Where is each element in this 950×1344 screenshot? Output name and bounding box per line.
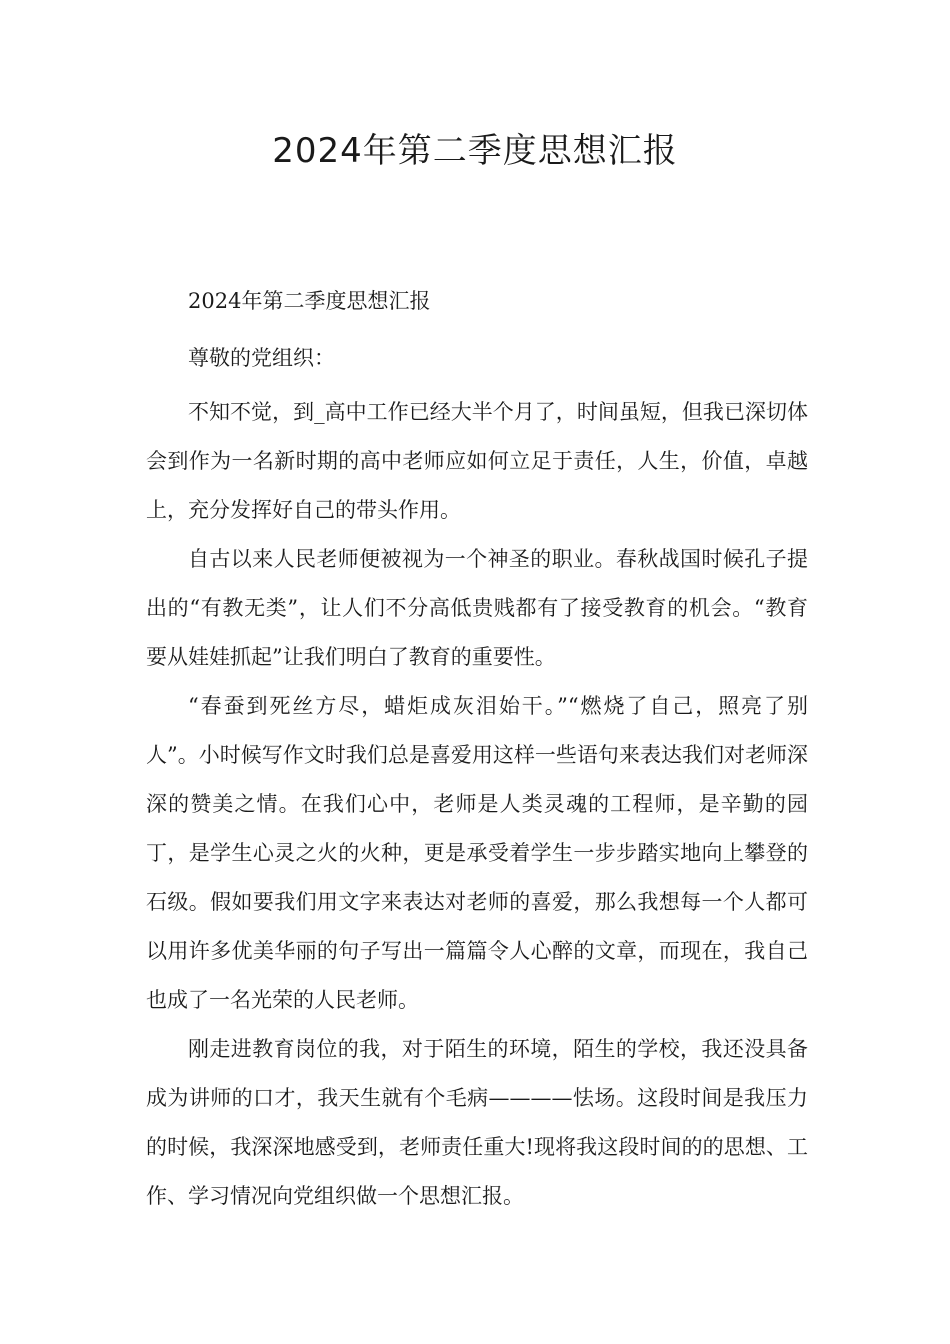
- document-subtitle: 2024年第二季度思想汇报: [188, 289, 431, 313]
- document-title: 2024年第二季度思想汇报: [272, 131, 678, 171]
- paragraph: “春蚕到死丝方尽，蜡炬成灰泪始干。”“燃烧了自己，照亮了别人”。小时候写作文时我们总是喜爱用这样一些语句来表达我们对老师深深的赞美之情。在我们心中，老师是人类灵魂的工程师，是辛勤的园丁，是学生心灵之火的火种，更是承受着学生一步步踏实地向上攀登的石级。假如要我们用文字来表达对老师的喜爱，那么我想每一个人都可以用许多优美华丽的句子写出一篇篇令人心醉的文章，而现在，我自己也成了一名光荣的人民老师。: [146, 694, 808, 1012]
- document-body: [146, 281, 808, 1221]
- paragraph: 不知不觉，到_高中工作已经大半个月了，时间虽短，但我已深切体会到作为一名新时期的高中老师应如何立足于责任，人生，价值，卓越上，充分发挥好自己的带头作用。: [146, 400, 808, 522]
- salutation: 尊敬的党组织：: [188, 346, 335, 370]
- paragraph: 自古以来人民老师便被视为一个神圣的职业。春秋战国时候孔子提出的“有教无类”，让人们不分高低贵贱都有了接受教育的机会。“教育要从娃娃抓起”让我们明白了教育的重要性。: [146, 547, 808, 669]
- paragraph: 刚走进教育岗位的我，对于陌生的环境，陌生的学校，我还没具备成为讲师的口才，我天生就有个毛病————怯场。这段时间是我压力的时候，我深深地感受到，老师责任重大!现将我这段时间的的思想、工作、学习情况向党组织做一个思想汇报。: [146, 1037, 808, 1208]
